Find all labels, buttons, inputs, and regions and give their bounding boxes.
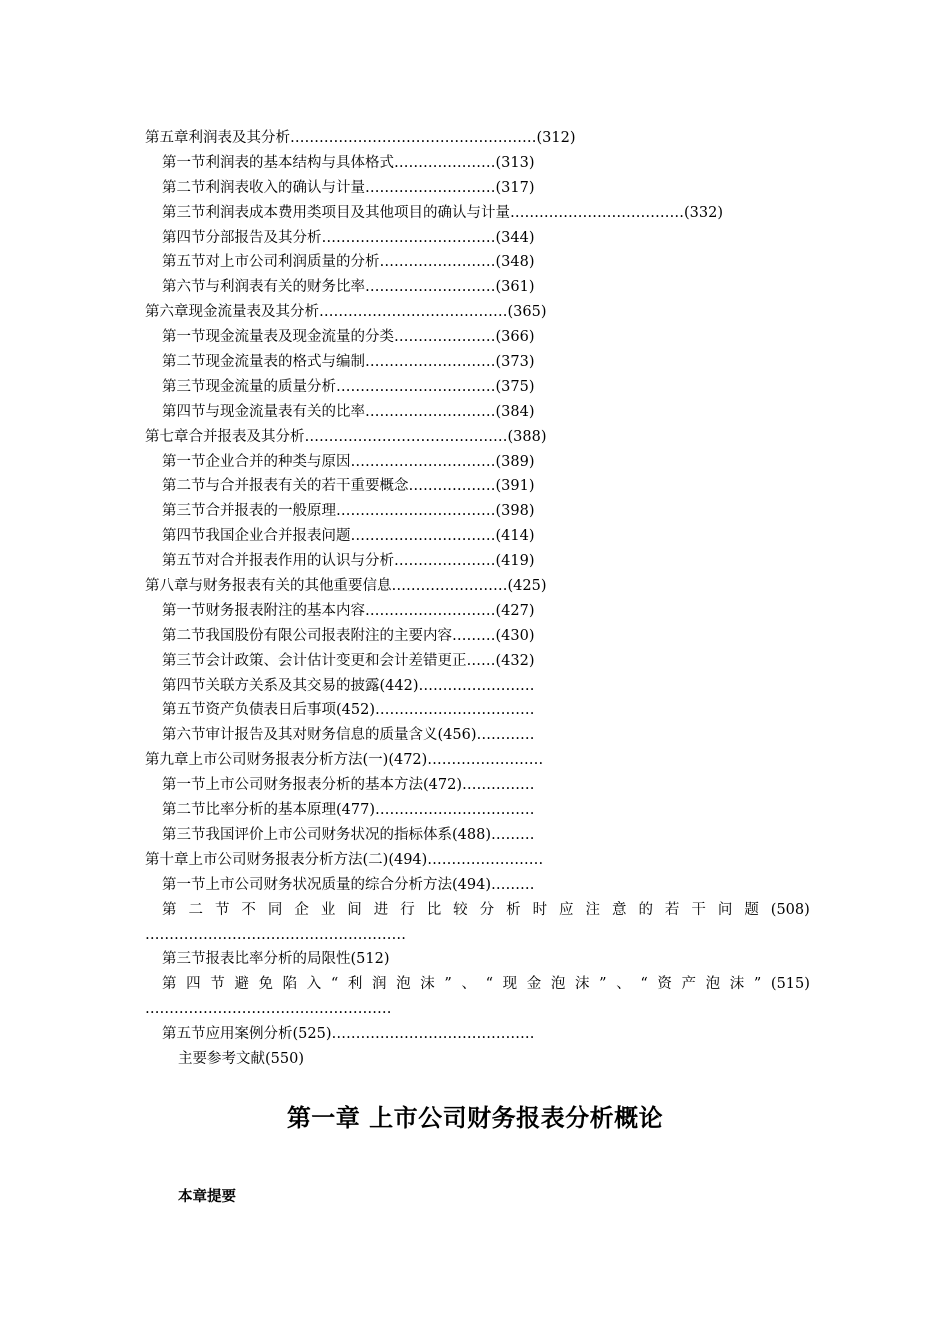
toc-char: 金 — [526, 976, 542, 993]
toc-char: 企 — [294, 901, 309, 918]
toc-section-line[interactable]: 第一节财务报表附注的基本内容………………………(427) — [162, 602, 535, 619]
toc-section-line[interactable]: 第四节我国企业合并报表问题…………………………(414) — [162, 528, 535, 545]
toc-char: 免 — [258, 976, 273, 993]
toc-char: (508) — [770, 901, 810, 918]
toc-char: 润 — [372, 976, 387, 993]
toc-section-line[interactable]: 第四节与现金流量表有关的比率………………………(384) — [162, 403, 535, 420]
toc-section-line[interactable]: 第一节现金流量表及现金流量的分类…………………(366) — [162, 329, 535, 346]
toc-section-line[interactable]: 第四节分部报告及其分析………………………………(344) — [162, 229, 535, 246]
toc-char: 比 — [426, 901, 442, 918]
toc-char: “ — [640, 976, 648, 993]
toc-char: 沫 — [575, 976, 590, 993]
chapter-summary-label: 本章提要 — [178, 1189, 236, 1205]
toc-char: 题 — [744, 901, 759, 918]
toc-char: 意 — [611, 901, 627, 918]
toc-char: ” — [753, 976, 762, 993]
toc-justified-line[interactable] — [145, 898, 810, 923]
toc-char: 应 — [559, 901, 574, 918]
toc-section-line[interactable]: 第二节现金流量表的格式与编制………………………(373) — [162, 354, 535, 371]
toc-char: 同 — [267, 901, 283, 918]
toc-char: 产 — [681, 976, 696, 993]
toc-char: 行 — [400, 901, 415, 918]
toc-section-line[interactable]: 第三节现金流量的质量分析……………………………(375) — [162, 378, 535, 395]
toc-char: 沫 — [729, 976, 745, 993]
toc-char: 、 — [461, 976, 476, 993]
toc-char: 进 — [373, 901, 389, 918]
toc-char: 入 — [306, 976, 322, 993]
toc-char: 时 — [532, 901, 548, 918]
toc-char: 业 — [320, 901, 336, 918]
toc-section-line[interactable]: 第一节上市公司财务状况质量的综合分析方法(494)……… — [162, 876, 535, 893]
toc-section-line[interactable]: 第六节审计报告及其对财务信息的质量含义(456)………… — [162, 727, 535, 744]
toc-references[interactable]: 主要参考文献(550) — [178, 1050, 304, 1067]
toc-char: 分 — [479, 901, 495, 918]
toc-section-line[interactable]: 第四节关联方关系及其交易的披露(442)…………………… — [162, 677, 535, 694]
toc-line-continuation: …………………………………………… — [145, 1001, 392, 1018]
toc-char: 第 — [162, 901, 177, 918]
toc-char: 利 — [347, 976, 363, 993]
toc-char: 泡 — [550, 976, 566, 993]
toc-char: 四 — [186, 976, 201, 993]
toc-char: ” — [444, 976, 452, 993]
toc-line[interactable]: 第五节应用案例分析(525)…………………………………… — [162, 1026, 535, 1043]
toc-section-line[interactable]: 第五节对上市公司利润质量的分析……………………(348) — [162, 254, 535, 271]
toc-section-line[interactable]: 第三节会计政策、会计估计变更和会计差错更正……(432) — [162, 652, 535, 669]
toc-char: “ — [330, 976, 339, 993]
toc-section-line[interactable]: 第五节对合并报表作用的认识与分析…………………(419) — [162, 553, 535, 570]
toc-char: 的 — [638, 901, 653, 918]
toc-section-line[interactable]: 第二节利润表收入的确认与计量………………………(317) — [162, 179, 535, 196]
toc-char: 陷 — [282, 976, 298, 993]
toc-char: ” — [599, 976, 607, 993]
toc-chapter-line[interactable]: 第五章利润表及其分析……………………………………………(312) — [145, 130, 576, 146]
toc-section-line[interactable]: 第二节比率分析的基本原理(477)…………………………… — [162, 802, 535, 819]
toc-char: 、 — [616, 976, 631, 993]
chapter-title: 第一章 上市公司财务报表分析概论 — [286, 1104, 664, 1132]
toc-chapter-line[interactable]: 第九章上市公司财务报表分析方法(一)(472)…………………… — [145, 752, 544, 769]
toc-line-continuation: ……………………………………………… — [145, 926, 406, 943]
toc-section-line[interactable]: 第六节与利润表有关的财务比率………………………(361) — [162, 279, 535, 296]
toc-section-line[interactable]: 第二节我国股份有限公司报表附注的主要内容………(430) — [162, 627, 535, 644]
toc-char: 现 — [502, 976, 518, 993]
toc-section-line[interactable]: 第三节合并报表的一般原理……………………………(398) — [162, 503, 535, 520]
toc-chapter-line[interactable]: 第十章上市公司财务报表分析方法(二)(494)…………………… — [145, 851, 544, 868]
toc-char: 间 — [347, 901, 362, 918]
toc-chapter-line[interactable]: 第八章与财务报表有关的其他重要信息……………………(425) — [145, 578, 547, 595]
toc-char: 沫 — [420, 976, 435, 993]
toc-char: 资 — [657, 976, 672, 993]
toc-char: 较 — [453, 901, 468, 918]
toc-section-line[interactable]: 第一节利润表的基本结构与具体格式…………………(313) — [162, 154, 535, 171]
toc-chapter-line[interactable]: 第六章现金流量表及其分析…………………………………(365) — [145, 304, 547, 321]
toc-section-line[interactable]: 第一节企业合并的种类与原因…………………………(389) — [162, 453, 535, 470]
toc-char: 避 — [234, 976, 249, 993]
toc-char: 泡 — [396, 976, 411, 993]
toc-chapter-line[interactable]: 第七章合并报表及其分析……………………………………(388) — [145, 428, 547, 445]
toc-char: (515) — [770, 976, 810, 993]
toc-main-list — [145, 126, 810, 898]
table-of-contents — [145, 126, 810, 1072]
toc-char: 析 — [506, 901, 521, 918]
toc-char: 泡 — [705, 976, 721, 993]
toc-char: 若 — [664, 901, 680, 918]
toc-char: “ — [485, 976, 494, 993]
toc-char: 第 — [162, 976, 177, 993]
toc-char: 不 — [241, 901, 256, 918]
toc-line[interactable]: 第三节报表比率分析的局限性(512) — [162, 951, 390, 968]
toc-justified-line[interactable] — [145, 972, 810, 997]
toc-section-line[interactable]: 第三节利润表成本费用类项目及其他项目的确认与计量………………………………(332) — [162, 204, 723, 221]
toc-section-line[interactable]: 第二节与合并报表有关的若干重要概念………………(391) — [162, 478, 535, 495]
toc-section-line[interactable]: 第一节上市公司财务报表分析的基本方法(472)…………… — [162, 777, 535, 794]
toc-char: 干 — [691, 901, 706, 918]
toc-section-line[interactable]: 第三节我国评价上市公司财务状况的指标体系(488)……… — [162, 826, 535, 843]
toc-char: 二 — [188, 901, 203, 918]
toc-char: 节 — [214, 901, 230, 918]
toc-char: 节 — [210, 976, 225, 993]
toc-char: 问 — [717, 901, 733, 918]
toc-section-line[interactable]: 第五节资产负债表日后事项(452)…………………………… — [162, 702, 535, 719]
toc-char: 注 — [585, 901, 600, 918]
